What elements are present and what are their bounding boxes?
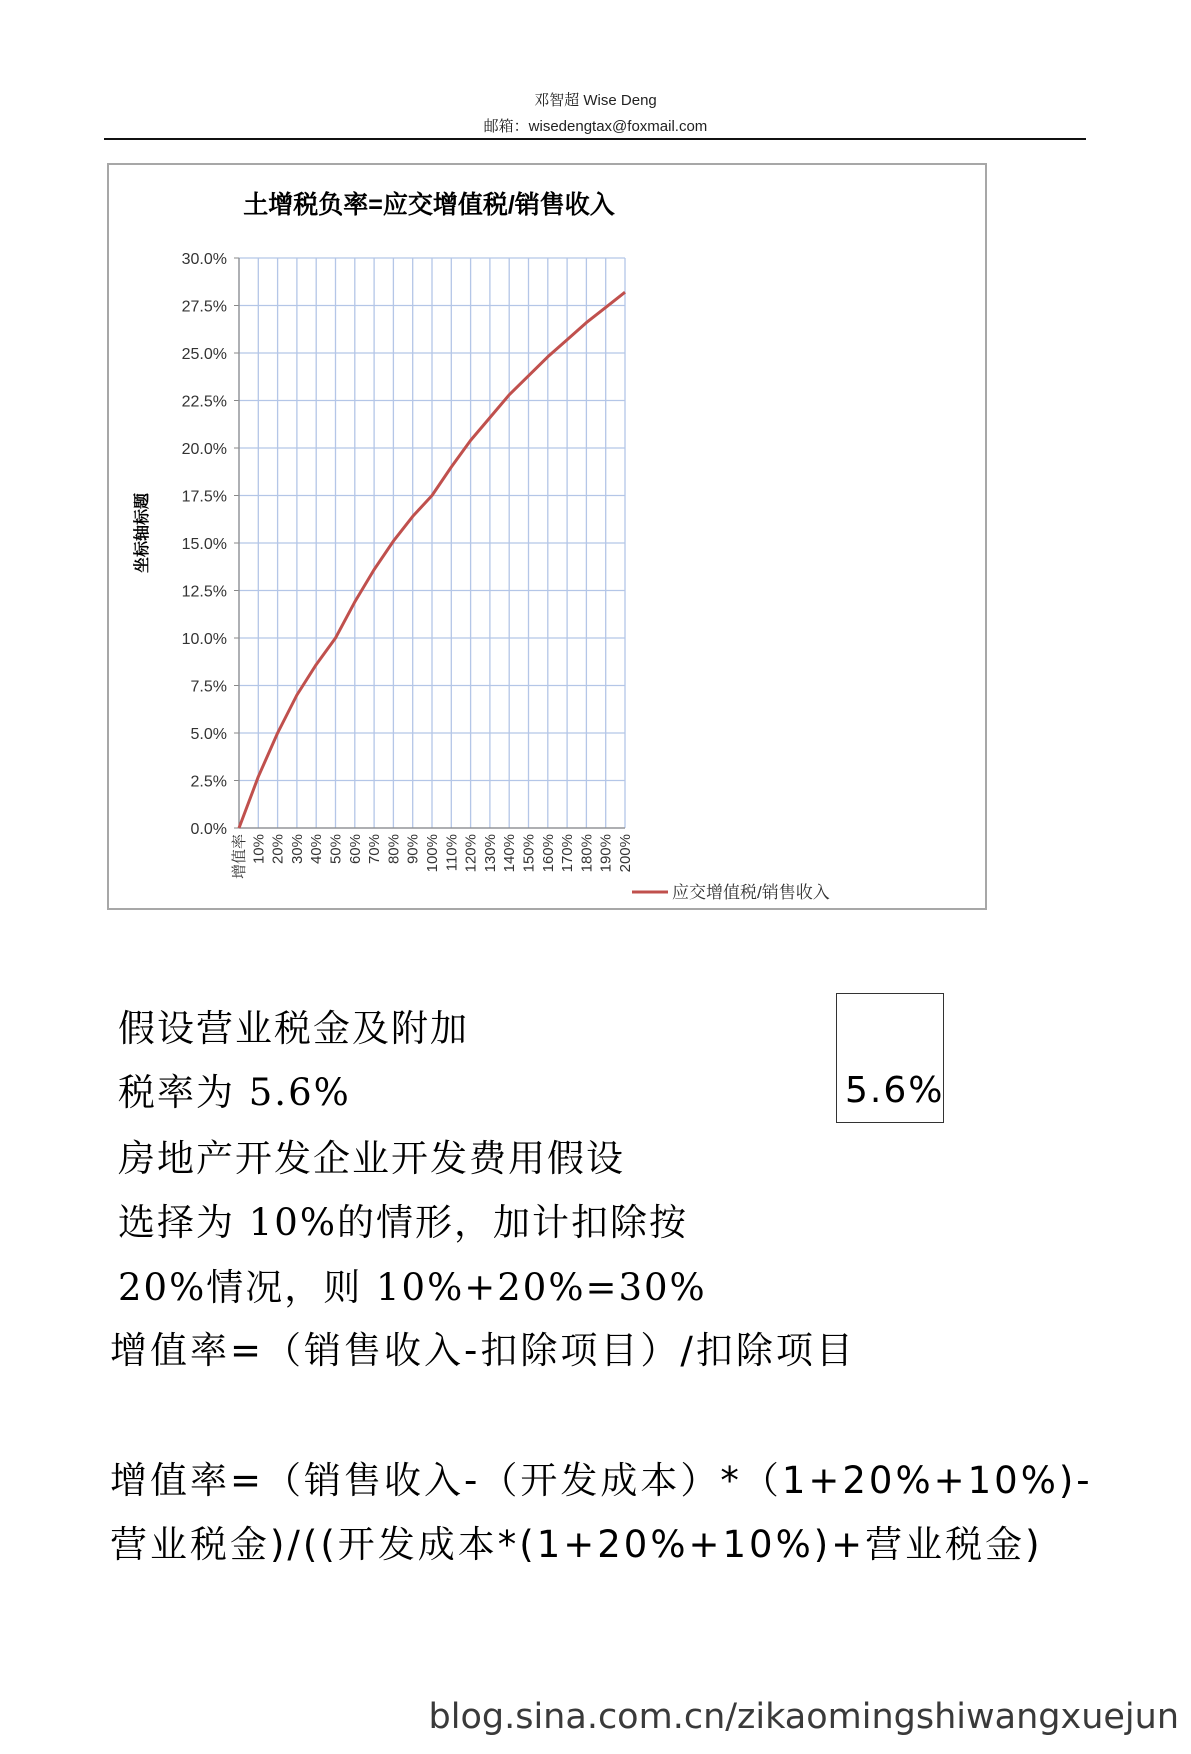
text-line-4: 选择为 10%的情形，加计扣除按 — [118, 1201, 688, 1244]
author-line: 邓智超 Wise Deng — [534, 92, 657, 109]
x-tick-label: 10% — [250, 834, 268, 865]
x-tick-label: 20% — [269, 834, 287, 865]
x-tick-label: 120% — [462, 834, 480, 873]
y-tick-label: 5.0% — [190, 726, 227, 743]
formula-1: 增值率=（销售收入-扣除项目）/扣除项目 — [110, 1329, 856, 1372]
y-tick-label: 0.0% — [190, 821, 227, 838]
x-tick-label: 90% — [404, 834, 422, 865]
x-tick-label: 增值率 — [231, 834, 248, 880]
y-tick-label: 22.5% — [181, 393, 227, 411]
y-tick-label: 10.0% — [181, 631, 227, 648]
y-tick-label: 15.0% — [181, 536, 227, 553]
x-tick-label: 180% — [578, 834, 596, 873]
watermark: blog.sina.com.cn/zikaomingshiwangxuejun — [428, 1697, 1179, 1737]
x-tick-label: 80% — [385, 834, 403, 865]
y-tick-label: 12.5% — [181, 583, 227, 601]
x-tick-label: 130% — [481, 834, 499, 873]
y-tick-label: 27.5% — [181, 298, 227, 316]
text-line-2: 税率为 5.6% — [118, 1071, 351, 1114]
x-tick-label: 140% — [501, 834, 519, 873]
header-divider — [104, 138, 1086, 140]
x-tick-label: 110% — [443, 834, 461, 872]
line-chart — [109, 165, 985, 908]
x-tick-label: 160% — [539, 834, 557, 873]
chart-frame — [107, 163, 987, 910]
x-tick-label: 30% — [288, 834, 306, 865]
x-tick-label: 200% — [617, 834, 634, 873]
rate-box — [836, 993, 944, 1123]
x-tick-label: 190% — [597, 834, 615, 873]
x-tick-label: 170% — [559, 834, 577, 873]
y-tick-label: 2.5% — [190, 773, 227, 791]
email-line: 邮箱：wisedengtax@foxmail.com — [483, 118, 708, 135]
legend-label: 应交增值税/销售收入 — [672, 883, 830, 902]
formula-2-line-1: 增值率=（销售收入-（开发成本）*（1+20%+10%)- — [110, 1459, 1093, 1502]
x-tick-label: 50% — [327, 834, 345, 865]
y-tick-label: 20.0% — [181, 441, 227, 458]
y-tick-label: 25.0% — [181, 346, 227, 363]
x-tick-label: 40% — [308, 834, 326, 865]
x-tick-label: 150% — [520, 834, 538, 873]
formula-2-line-2: 营业税金)/((开发成本*(1+20%+10%)+营业税金) — [110, 1523, 1043, 1566]
text-line-3: 房地产开发企业开发费用假设 — [118, 1137, 625, 1180]
y-tick-label: 7.5% — [190, 678, 227, 696]
y-tick-label: 30.0% — [181, 251, 227, 268]
text-line-1: 假设营业税金及附加 — [118, 1007, 469, 1050]
chart-title: 土增税负率=应交增值税/销售收入 — [243, 191, 615, 219]
x-tick-label: 100% — [424, 834, 441, 873]
rate-box-value: 5.6% — [845, 1070, 945, 1111]
x-tick-label: 60% — [346, 834, 364, 865]
x-tick-label: 70% — [366, 834, 384, 865]
text-line-5: 20%情况，则 10%+20%=30% — [118, 1266, 707, 1309]
y-axis-title: 坐标轴标题 — [132, 492, 151, 574]
y-tick-label: 17.5% — [181, 488, 227, 506]
